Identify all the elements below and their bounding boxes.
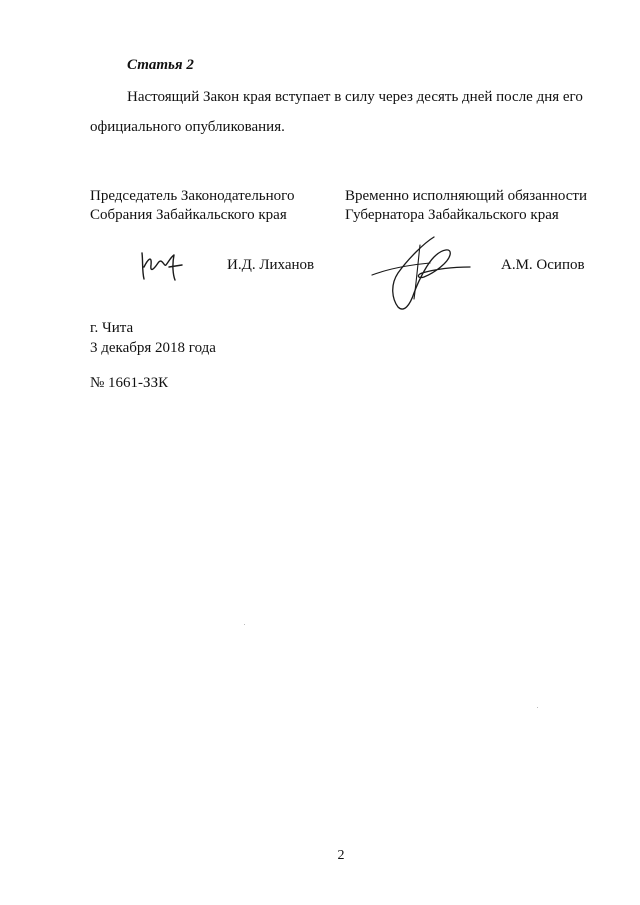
- article-text: [90, 82, 590, 142]
- right-signatory-name: А.М. Осипов: [501, 257, 585, 273]
- scan-speck: [537, 707, 538, 708]
- article-title: Статья 2: [127, 57, 194, 73]
- left-signatory-title-line-2: Собрания Забайкальского края: [90, 207, 287, 223]
- scan-speck: [244, 624, 245, 625]
- page-number: 2: [337, 848, 345, 863]
- left-signatory-name: И.Д. Лиханов: [227, 257, 315, 273]
- left-handwritten-signature: [136, 245, 186, 283]
- place: г. Чита: [90, 320, 134, 336]
- article-text-line-1: Настоящий Закон края вступает в силу через десять дней после дня его: [127, 89, 583, 105]
- date: 3 декабря 2018 года: [90, 340, 216, 356]
- law-number: № 1661-ЗЗК: [90, 375, 169, 391]
- right-handwritten-signature: [368, 233, 476, 315]
- right-signatory-title-line-2: Губернатора Забайкальского края: [345, 207, 559, 223]
- article-text-line-2: официального опубликования.: [90, 119, 285, 135]
- left-signatory-title: [90, 187, 294, 225]
- right-signatory-title: [345, 187, 587, 225]
- right-signatory-title-line-1: Временно исполняющий обязанности: [345, 188, 588, 204]
- place-and-date: [90, 318, 216, 358]
- left-signatory-title-line-1: Председатель Законодательного: [90, 188, 295, 204]
